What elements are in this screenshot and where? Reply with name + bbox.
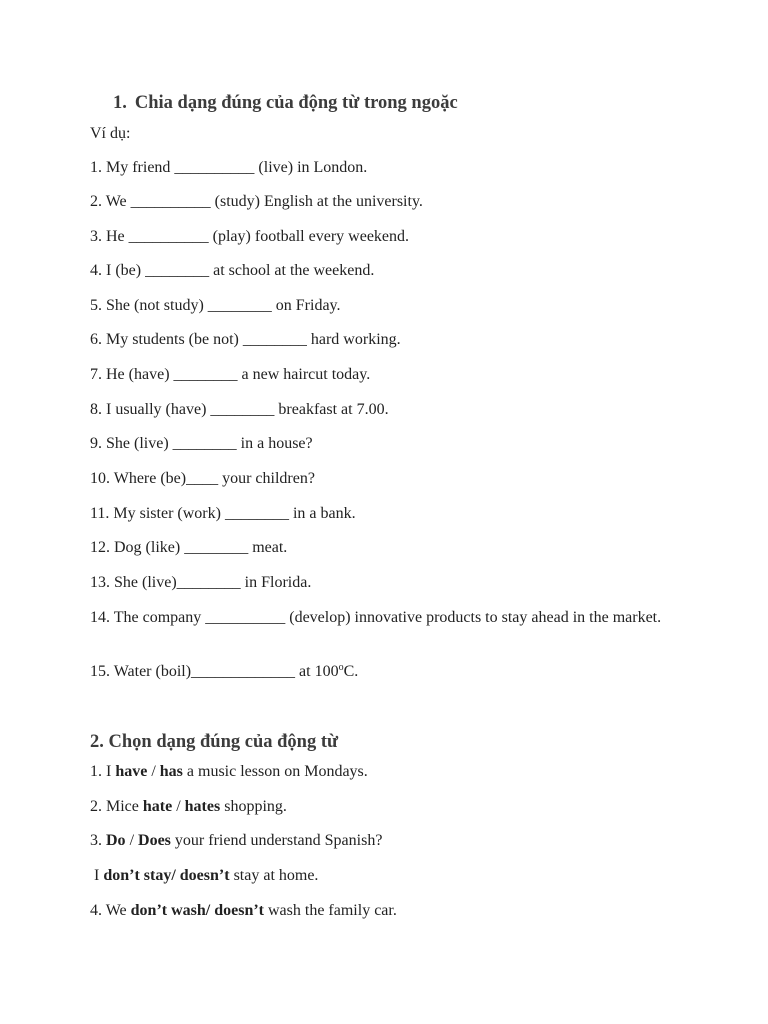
item-suffix: stay at home.: [229, 867, 319, 884]
exercise-2-item-3: [90, 831, 382, 851]
exercise-1-item-10: 10. Where (be)____ your children?: [90, 470, 315, 487]
section-1-number: 1.: [113, 93, 127, 113]
option-pair: don’t wash/ doesn’t: [130, 902, 264, 919]
option-b: has: [159, 763, 183, 780]
exercise-1-item-4: 4. I (be) ________ at school at the weekend.: [90, 262, 375, 279]
exercise-1-item-5: 5. She (not study) ________ on Friday.: [90, 297, 341, 314]
option-separator: /: [147, 763, 160, 780]
exercise-1-item-9: 9. She (live) ________ in a house?: [90, 435, 313, 452]
option-pair: don’t stay/ doesn’t: [103, 867, 230, 884]
exercise-1-item-1: 1. My friend __________ (live) in London.: [90, 159, 368, 176]
exercise-1-item-11: 11. My sister (work) ________ in a bank.: [90, 505, 356, 522]
option-a: have: [115, 763, 148, 780]
exercise-1-item-13: 13. She (live)________ in Florida.: [90, 574, 312, 591]
exercise-1-item-14: 14. The company __________ (develop) innovative products to stay ahead in the market.: [90, 609, 662, 626]
exercise-2-item-3b: [94, 866, 318, 886]
exercise-1-item-3: 3. He __________ (play) football every weekend.: [90, 228, 410, 245]
option-a: hate: [142, 798, 173, 815]
degree-mark: o: [338, 662, 344, 673]
example-label: Ví dụ:: [90, 125, 131, 142]
item-suffix: your friend understand Spanish?: [170, 832, 383, 849]
item-prefix: 2. Mice: [90, 798, 143, 815]
item-15-unit: C.: [343, 663, 359, 680]
exercise-2-item-2: [90, 797, 287, 817]
exercise-1-item-7: 7. He (have) ________ a new haircut today.: [90, 366, 371, 383]
item-prefix: 1. I: [90, 763, 116, 780]
item-suffix: shopping.: [220, 798, 287, 815]
exercise-2-item-1: [90, 762, 368, 782]
item-prefix: 3.: [90, 832, 106, 849]
exercise-1-item-12: 12. Dog (like) ________ meat.: [90, 539, 288, 556]
section-1-title: Chia dạng đúng của động từ trong ngoặc: [134, 93, 458, 113]
option-a: Do: [106, 832, 126, 849]
section-1-heading: [113, 93, 458, 114]
option-separator: /: [172, 798, 185, 815]
item-suffix: wash the family car.: [264, 902, 397, 919]
section-2-heading: 2. Chọn dạng đúng của động từ: [90, 732, 339, 752]
exercise-1-item-8: 8. I usually (have) ________ breakfast at 7.00.: [90, 401, 389, 418]
option-separator: /: [125, 832, 139, 849]
option-b: hates: [184, 798, 221, 815]
item-15-text: 15. Water (boil)_____________ at 100: [90, 663, 339, 680]
option-b: Does: [138, 832, 171, 849]
exercise-1-item-6: 6. My students (be not) ________ hard working.: [90, 331, 401, 348]
item-suffix: a music lesson on Mondays.: [182, 763, 368, 780]
exercise-1-item-2: 2. We __________ (study) English at the university.: [90, 193, 423, 210]
exercise-2-item-4: [90, 901, 397, 921]
item-prefix: I: [94, 867, 104, 884]
exercise-1-item-15: [90, 662, 358, 682]
item-prefix: 4. We: [90, 902, 131, 919]
